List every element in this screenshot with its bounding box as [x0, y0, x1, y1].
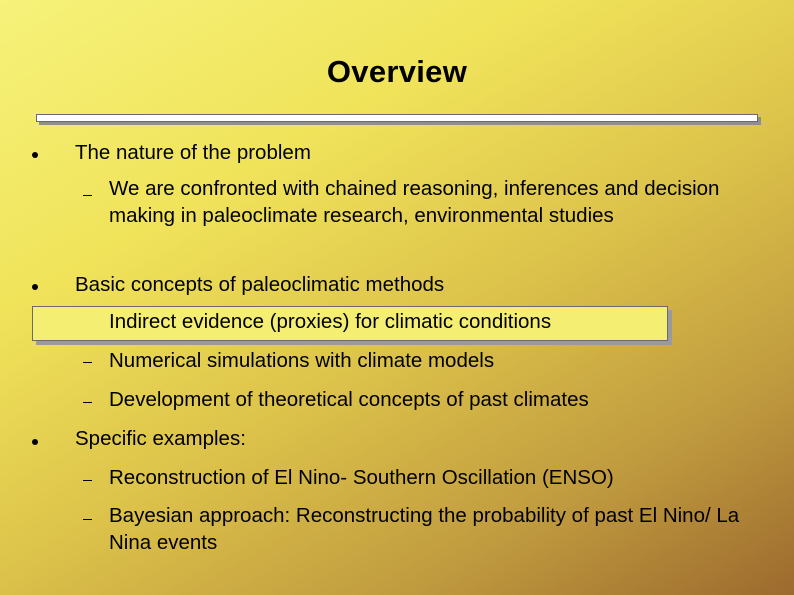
bullet-dot: [32, 439, 38, 445]
sub-bullet-item: Bayesian approach: Reconstructing the probability of past El Nino/ La Nina events: [109, 504, 740, 554]
slide-title: Overview: [326, 54, 468, 89]
sub-bullet-item-highlighted: Indirect evidence (proxies) for climatic conditions: [109, 310, 552, 333]
sub-bullet-item: Reconstruction of El Nino- Southern Oscillation (ENSO): [109, 466, 614, 489]
dash-marker: [83, 362, 92, 363]
sub-bullet-item: We are confronted with chained reasoning, inferences and decision making in paleoclimate research, environmental studies: [109, 177, 720, 227]
title-underline: [36, 114, 758, 122]
dash-marker: [83, 519, 92, 520]
bullet-item: The nature of the problem: [75, 141, 311, 164]
bullet-item: Specific examples:: [75, 427, 246, 450]
bullet-dot: [32, 152, 38, 158]
bullet-item: Basic concepts of paleoclimatic methods: [75, 273, 445, 296]
sub-bullet-item: Numerical simulations with climate models: [109, 349, 495, 372]
dash-marker: [83, 402, 92, 403]
dash-marker: [83, 480, 92, 481]
sub-bullet-item: Development of theoretical concepts of past climates: [109, 388, 589, 411]
bullet-dot: [32, 284, 38, 290]
dash-marker: [83, 195, 92, 196]
